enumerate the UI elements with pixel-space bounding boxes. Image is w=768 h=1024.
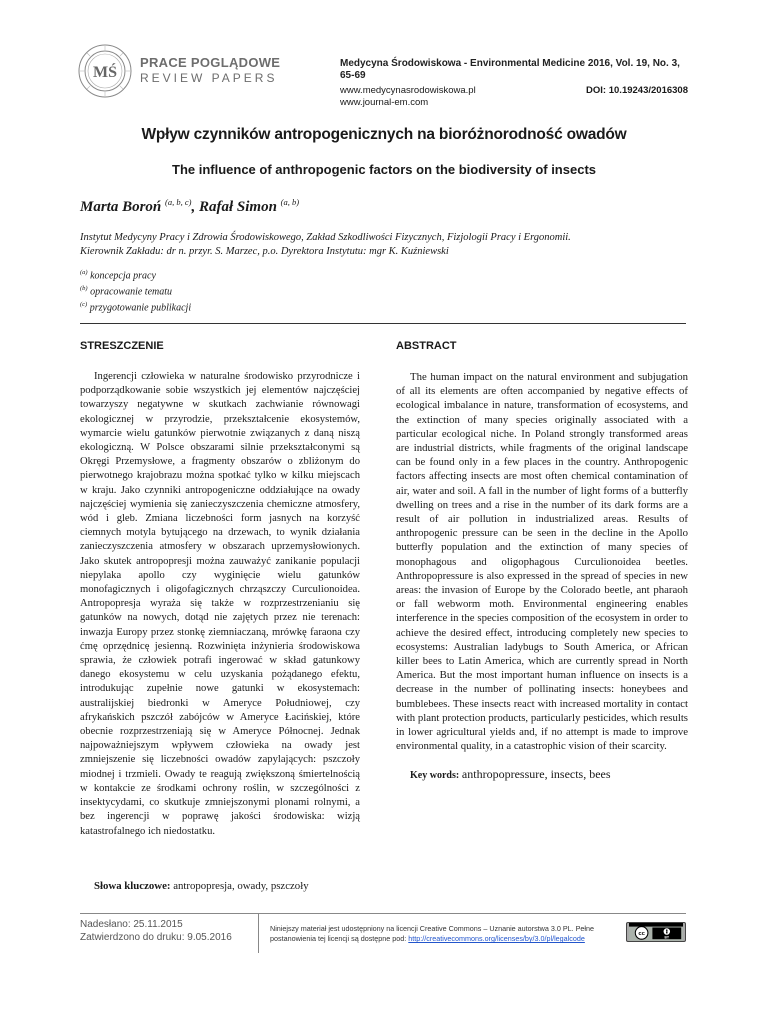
streszczenie-text: Ingerencji człowieka w naturalne środowisko przyrodnicze i podporządkowanie sobie wszystkich jej elementów najczęściej towarzyszy negatywne w skutkach zachwianie równowagi ekologicznej w przyrodzie, przekształcenie ekosystemów, wymarcie wielu gatunków pierwotnie związanych z daną niszą ekologiczną. W Polsce obszarami silnie przekształconymi są Okręgi Przemysłowe, a fragmenty obszarów o zbliżonym do pierwotnego krajobrazu można spotkać tylko w kilku miejscach w kraju. Jako czynniki antropogeniczne oddziałujące na owady najczęściej wymienia się zanieczyszczenia chemiczne atmosfery, wód i gleb. Zmiana liczebności form jasnych na korzyść ciemnych motyla bytującego na drzewach, to wynik działania zanieczyszczenia atmosfery w obszarach uprzemysłowionych. Jako skutek antropopresji można zauważyć zanikanie populacji niepylaka apollo czy wyginięcie wielu gatunków monofagicznych i oligofagicznych chrząszczy Curculionoidea. Antropopresja wyraża się także w rozprzestrzenianiu się gatunków na nowych, dotąd nie zajętych przez nie terenach: inwazja Europy przez stonkę ziemniaczaną, mrówkę faraona czy ćmę oprzędnicę jesienną. Rozwinięta inżynieria środowiskowa sprawia, że człowiek potrafi ingerować w skład gatunkowy danego ekosystemu w celu uzyskania pożądanego efektu, introdukując zupełnie nowe gatunki w ekosystemach: australijskiej biedronki w Ameryce Południowej, czy afrykańskich pszczół zabójców w Ameryce Łacińskiej, które obecnie rozprzestrzeniają się w Ameryce Północnej. Jednak najpoważniejszym wpływem człowieka na owady jest zmniejszenie się liczebności owadów zapylających: pszczoły miodnej i trzmieli. Owady te reagują zwiększoną śmiertelnością w kontakcie ze środkami ochrony roślin, w szczególności z insektycydami, co skutkuje zmniejszonymi plonami rolnymi, a bez ingerencji w poprawę jakości środowiska: wizją katastrofalnego ich niedostatku.: [80, 371, 360, 837]
keywords-english: [396, 767, 688, 782]
author-1-affil-marks: (a, b, c): [165, 197, 192, 207]
brand-subtitle: REVIEW PAPERS: [140, 71, 278, 85]
license-text: Niniejszy materiał jest udostępniony na licencji Creative Commons – Uznanie autorstwa 3.0 PL. Pełne postanowienia tej licencji są dostępne pod:: [270, 924, 594, 943]
author-separator: ,: [191, 199, 199, 215]
brand-title: PRACE POGLĄDOWE: [140, 55, 281, 70]
affiliation: [80, 231, 700, 259]
journal-citation: Medycyna Środowiskowa - Environmental Medicine 2016, Vol. 19, No. 3, 65-69: [340, 58, 680, 81]
accepted-date: Zatwierdzono do druku: 9.05.2016: [80, 932, 232, 943]
brand: [140, 56, 280, 86]
author-2-affil-marks: (a, b): [280, 197, 300, 207]
journal-url-pl[interactable]: www.medycynasrodowiskowa.pl: [340, 85, 476, 96]
abstract-column: [396, 340, 688, 782]
svg-text:BY: BY: [664, 935, 670, 940]
author-2-name: Rafał Simon: [198, 199, 277, 215]
license-link[interactable]: http://creativecommons.org/licenses/by/3.0/pl/legalcode: [408, 934, 585, 943]
contributions-list: [80, 267, 191, 314]
cc-by-license-badge[interactable]: [626, 922, 686, 942]
abstract-text: The human impact on the natural environment and subjugation of all its elements are often accompanied by negative effects of ecological imbalance in nature, transformation of ecosystems, and the extinction of many species originally associated with a particular ecological niche. In Poland strongly transformed areas are industrial districts, while fragments of the original landscape can be found only in a few places in the country. Anthropogenic factors affecting insects are most often chemical contamination of air, water and soil. A fall in the number of light forms of a butterfly dwelling on trees and a rise in the number of its dark forms are a result of air pollution in industrialized areas. Results of anthropogenic pressure can be seen in the decline in the Apollo butterfly population and the extinction of many species of monophagous and oligophagous Curculionoidea beetles. Anthropopressure is also expressed in the spread of species in new areas: the invasion of Europe by the Colorado beetle, ant pharaoh or fall webworm moth. Environmental engineering enables interference in the species composition of the ecosystem in order to achieve the desired effect, introducing completely new species to ecosystems: Australian ladybugs to South America, or African killer bees to Latin America, which are currently spread in North America. But the most important human influence on insects is a decrease in the number of pollinating insects: honeybees and bumblebees. These insects react with increased mortality in contact with plant protection products, particularly pesticides, which results in lower agricultural yields and, if no attempt is made to improve environmental quality, in a catastrophic vision of their scarcity.: [396, 371, 688, 753]
license-notice: [270, 924, 622, 944]
author-1-name: Marta Boroń: [80, 199, 162, 215]
footer-divider: [80, 913, 686, 914]
keywords-polish-label: Słowa kluczowe:: [94, 880, 171, 892]
streszczenie-heading: STRESZCZENIE: [80, 340, 164, 352]
svg-text:MŚ: MŚ: [93, 64, 117, 81]
received-date: Nadesłano: 25.11.2015: [80, 919, 183, 930]
streszczenie-column: [80, 340, 360, 839]
contribution-item: $^{(c)}$ przygotowanie publikacji: [80, 300, 192, 313]
affiliation-line-2: Kierownik Zakładu: dr n. przyr. S. Marzec, p.o. Dyrektora Instytutu: mgr K. Kuźniewski: [80, 246, 449, 257]
journal-info: [340, 58, 688, 109]
keywords-polish-values: antropopresja, owady, pszczoły: [173, 880, 309, 892]
footer-vertical-divider: [258, 913, 259, 953]
affiliation-line-1: Instytut Medycyny Pracy i Zdrowia Środowiskowego, Zakład Szkodliwości Fizycznych, Fizjologii Pracy i Ergonomii.: [80, 232, 571, 243]
contribution-item: $^{(a)}$ koncepcja pracy: [80, 269, 156, 282]
section-divider: [80, 323, 686, 324]
authors: [80, 197, 299, 216]
journal-links-row: [340, 85, 688, 97]
keywords-polish: [94, 880, 309, 892]
journal-url-en[interactable]: www.journal-em.com: [340, 97, 429, 108]
keywords-english-label: Key words:: [410, 770, 460, 782]
doi[interactable]: DOI: 10.19243/2016308: [586, 85, 688, 96]
svg-text:cc: cc: [638, 931, 645, 938]
journal-logo-seal: [78, 44, 132, 98]
title-english: The influence of anthropogenic factors on the biodiversity of insects: [172, 162, 596, 177]
footer-dates: [80, 918, 232, 944]
keywords-english-values: anthropopressure, insects, bees: [461, 767, 611, 782]
contribution-item: $^{(b)}$ opracowanie tematu: [80, 284, 173, 298]
abstract-heading: ABSTRACT: [396, 340, 457, 352]
title-polish: Wpływ czynników antropogenicznych na bioróżnorodność owadów: [141, 126, 627, 143]
